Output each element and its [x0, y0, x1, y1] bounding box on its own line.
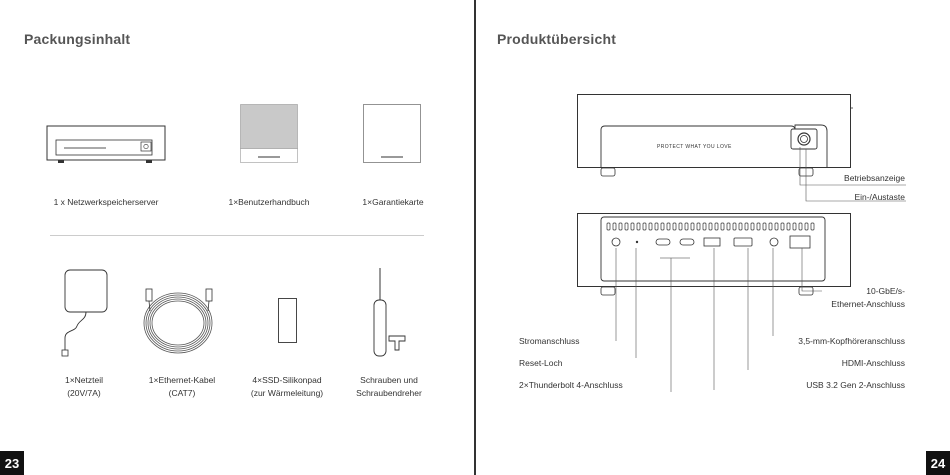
- back-callout-lines: [476, 0, 950, 475]
- page-title-produktuebersicht: Produktübersicht: [497, 31, 617, 47]
- section-divider: [50, 235, 424, 236]
- caption-ethernet-cable-line2: (CAT7): [168, 388, 196, 398]
- nas-server-front-illustration: [46, 125, 166, 165]
- label-hdmi: HDMI-Anschluss: [841, 358, 905, 368]
- caption-screws: [344, 374, 434, 400]
- label-usb: USB 3.2 Gen 2-Anschluss: [806, 380, 905, 390]
- ssd-silicone-pad-illustration: [278, 298, 300, 346]
- page-title-packungsinhalt: Packungsinhalt: [24, 31, 131, 47]
- caption-power-adapter: [44, 374, 124, 400]
- caption-ssd-pad-line2: (zur Wärmeleitung): [250, 388, 324, 398]
- caption-power-adapter-line2: (20V/7A): [67, 388, 101, 398]
- caption-user-manual: 1×Benutzerhandbuch: [228, 197, 310, 207]
- caption-ssd-pad: [238, 374, 336, 400]
- page-number-right: 24: [926, 451, 950, 475]
- caption-nas-server: 1 x Netzwerkspeicherserver: [53, 197, 159, 207]
- user-manual-illustration: [240, 104, 298, 164]
- left-page: [0, 0, 474, 475]
- label-reset: Reset-Loch: [519, 358, 563, 368]
- label-ethernet: [831, 285, 905, 311]
- caption-ssd-pad-line1: 4×SSD-Silikonpad: [252, 375, 322, 385]
- caption-ethernet-cable: [136, 374, 228, 400]
- ethernet-cable-illustration: [138, 285, 218, 357]
- caption-warranty-card: 1×Garantiekarte: [362, 197, 424, 207]
- label-ethernet-line1: 10-GbE/s-: [866, 286, 905, 296]
- caption-ethernet-cable-line1: 1×Ethernet-Kabel: [148, 375, 216, 385]
- page-number-left: 23: [0, 451, 24, 475]
- right-page: [476, 0, 950, 475]
- screwdriver-and-screws-illustration: [364, 266, 414, 362]
- caption-screws-line2: Schraubendreher: [356, 388, 422, 398]
- front-slogan: PROTECT WHAT YOU LOVE: [657, 144, 732, 150]
- caption-screws-line1: Schrauben und: [360, 375, 418, 385]
- label-power-button: Ein-/Austaste: [854, 192, 905, 202]
- label-ethernet-line2: Ethernet-Anschluss: [831, 299, 905, 309]
- label-headphone: 3,5-mm-Kopfhöreranschluss: [798, 336, 905, 346]
- caption-power-adapter-line1: 1×Netzteil: [64, 375, 104, 385]
- label-power-indicator: Betriebsanzeige: [844, 173, 905, 183]
- label-thunderbolt: 2×Thunderbolt 4-Anschluss: [519, 380, 623, 390]
- power-adapter-illustration: [57, 268, 117, 358]
- warranty-card-illustration: [363, 104, 421, 164]
- label-power-port: Stromanschluss: [519, 336, 580, 346]
